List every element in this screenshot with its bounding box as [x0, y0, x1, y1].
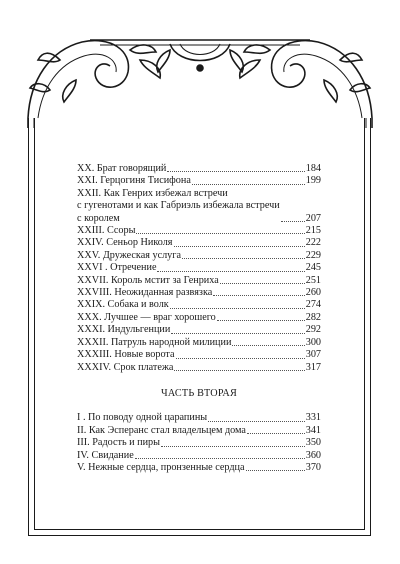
toc-entry [77, 324, 321, 336]
dot-leader [161, 446, 305, 447]
toc-entry-title: IV. Свидание [77, 449, 134, 461]
toc-entry-title [77, 188, 280, 225]
toc-entry-page: 229 [305, 249, 321, 261]
toc-entry-page: 307 [305, 349, 321, 361]
toc-entry-title: I . По поводу одной царапины [77, 412, 208, 424]
toc-entry [77, 437, 321, 449]
toc-entry-page: 215 [305, 225, 321, 237]
toc-entry [77, 250, 321, 262]
toc-entry-title: XXXIII. Новые ворота [77, 349, 175, 361]
toc-entry-page: 207 [305, 212, 321, 224]
toc-entry-title: V. Нежные сердца, пронзенные сердца [77, 461, 245, 473]
toc-entry [77, 237, 321, 249]
dot-leader [208, 421, 305, 422]
toc-entry [77, 175, 321, 187]
toc-entry-title: XXXII. Патруль народной милиции [77, 336, 232, 348]
toc-entry [77, 225, 321, 237]
toc-entry-title-line: XXII. Как Генрих избежал встречи [77, 187, 228, 199]
toc-entry-page: 282 [305, 311, 321, 323]
toc-entry-title: II. Как Эсперанс стал владельцем дома [77, 424, 246, 436]
toc-entry-page: 350 [305, 437, 321, 449]
dot-leader [174, 246, 305, 247]
dot-leader [167, 171, 304, 172]
table-of-contents [77, 163, 321, 474]
toc-entry-page: 360 [305, 449, 321, 461]
toc-entry [77, 312, 321, 324]
dot-leader [174, 370, 304, 371]
toc-entry-page: 260 [305, 287, 321, 299]
dot-leader [192, 184, 305, 185]
toc-entry-title: XXVII. Король мстит за Генриха [77, 274, 219, 286]
toc-entry-title-line: с гугенотами и как Габриэль избежала встречи [77, 200, 280, 212]
toc-entry-title: XXIV. Сеньор Николя [77, 237, 173, 249]
toc-entry-title: XXV. Дружеская услуга [77, 249, 181, 261]
toc-entry-page: 251 [305, 274, 321, 286]
dot-leader [220, 283, 305, 284]
toc-entry-title: III. Радость и пиры [77, 437, 160, 449]
toc-entry [77, 462, 321, 474]
toc-entry [77, 450, 321, 462]
toc-entry-title: XX. Брат говорящий [77, 163, 167, 174]
toc-entry [77, 362, 321, 374]
dot-leader [171, 333, 304, 334]
toc-entry-title: XXXI. Индульгенции [77, 324, 171, 336]
toc-entry-title-line: с королем [77, 212, 120, 224]
toc-entry-page: 300 [305, 336, 321, 348]
toc-entry-title: XXIII. Ссоры [77, 225, 136, 237]
toc-entry-page: 222 [305, 237, 321, 249]
dot-leader [136, 233, 304, 234]
toc-entry-page: 199 [305, 175, 321, 187]
dot-leader [246, 470, 305, 471]
toc-entry-page: 245 [305, 262, 321, 274]
toc-entry [77, 412, 321, 424]
toc-entry-title: XXIX. Собака и волк [77, 299, 169, 311]
dot-leader [217, 320, 305, 321]
toc-entry [77, 188, 321, 225]
toc-entry [77, 299, 321, 311]
toc-entry-title: XXVIII. Неожиданная развязка [77, 287, 213, 299]
toc-entry-page: 184 [305, 163, 321, 174]
dot-leader [170, 308, 305, 309]
toc-entry [77, 275, 321, 287]
dot-leader [157, 271, 304, 272]
toc-entry-title: XXVI . Отречение [77, 262, 157, 274]
dot-leader [232, 345, 304, 346]
toc-entry-page: 341 [305, 424, 321, 436]
part-two-heading: ЧАСТЬ ВТОРАЯ [161, 387, 237, 399]
toc-entry [77, 349, 321, 361]
dot-leader [182, 258, 305, 259]
toc-entry-page: 370 [305, 461, 321, 473]
toc-entry-title: XXXIV. Срок платежа [77, 361, 174, 373]
dot-leader [247, 433, 305, 434]
toc-entry [77, 163, 321, 175]
dot-leader [176, 358, 305, 359]
dot-leader [213, 295, 304, 296]
toc-entry-page: 274 [305, 299, 321, 311]
toc-entry-page: 292 [305, 324, 321, 336]
toc-entry-title: XXI. Герцогиня Тисифона [77, 175, 191, 187]
toc-entry [77, 287, 321, 299]
toc-entry-title: XXX. Лучшее — враг хорошего [77, 311, 216, 323]
toc-entry [77, 337, 321, 349]
dot-leader [135, 458, 305, 459]
toc-entry-page: 331 [305, 412, 321, 424]
toc-entry-page: 317 [305, 361, 321, 373]
dot-leader [281, 221, 305, 222]
toc-entry [77, 262, 321, 274]
toc-entry [77, 425, 321, 437]
